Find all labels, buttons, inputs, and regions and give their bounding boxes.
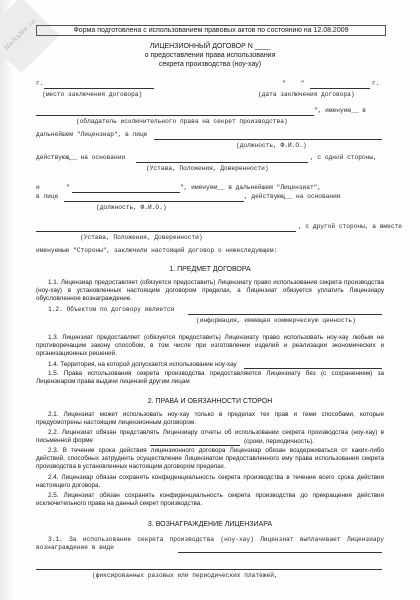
clause-2-5: 2.5. Лицензиат обязан сохранять конфиденциальность секрета производства до прекращения действия исключительного права на данный секрет производства. — [36, 492, 384, 508]
position-hint-2: (должность, Ф.И.О.) — [96, 204, 167, 211]
licensee-named: ", именуем__ в дальнейшем "Лицензиат", — [180, 184, 322, 191]
clause-1-2-hint: (информация, имеющая коммерческую ценность) — [196, 317, 356, 324]
territory-blank — [244, 368, 382, 369]
clause-1-5: 1.5. Права использования секрета производства предоставляются Лицензиату без (с сохранением) за Лицензиаром права выдачи лицензий другим лицам — [36, 370, 384, 386]
basis-hint-2: (Устава, Положения, Доверенности) — [80, 234, 203, 241]
clause-1-3: 1.3. Лицензиат предоставляет (обязуется предоставить) Лицензиату право использовать ноу-хау любым не противоречащим закону способом, в том числе при изготовлении изделий и реализации экономических и организационных решений. — [36, 334, 384, 358]
clause-2-2-hint: (сроки, периодичность). — [244, 438, 314, 445]
clause-2-3: 2.3. В течение срока действия лицензионного договора Лицензиар обязан воздерживаться от каких-либо действий, способных затруднить осуществление Лицензиатом предоставленного ему права использования секрета производства в установленных настоящим договором пределах. — [36, 447, 384, 471]
in-person: в лице — [36, 193, 59, 200]
city-prefix: г. — [36, 80, 44, 87]
clause-1-1: 1.1. Лицензиар предоставляет (обязуется предоставить) Лицензиату право использования секрета производства (ноу-хау) в установленных настоящим договором пределах, а Лицензиат обязуется уплатить Лицензиару обусловленное вознаграждение. — [36, 279, 384, 303]
parties-line: именуемые "Стороны", заключили настоящий договор о нижеследующем: — [36, 247, 278, 254]
object-blank — [188, 314, 382, 315]
other-side: , с другой стороны, а вместе — [298, 223, 402, 230]
position-hint: (должность, Ф.И.О.) — [236, 142, 307, 149]
clause-2-2: 2.2. Лицензиат обязан представлять Лицензиару отчеты об использовании секрета производства (ноу-хау) в письменной форме — [36, 429, 384, 445]
clause-3-1-hint: (фиксированных разовых или периодических платежей, — [92, 572, 278, 579]
date-blank — [310, 88, 370, 89]
clause-2-4: 2.4. Лицензиар обязан сохранять конфиденциальность секрета производства в течение всего срока действия настоящего договора. — [36, 474, 384, 490]
holder-hint: (обладатель исключительного права на секрет производства) — [76, 118, 288, 125]
one-side: , с одной стороны, — [310, 154, 377, 161]
licensor-rep-blank — [154, 139, 382, 140]
acting-line: действующ__ на основании — [36, 154, 126, 161]
clause-3-1: 3.1. За использование секрета производства (ноу-хау) Лицензиат выплачивает Лицензиару вознаграждение в виде — [36, 536, 384, 551]
date-hint: (дата заключения договора) — [258, 91, 355, 98]
page-edge-shadow — [0, 0, 14, 600]
basis-blank — [136, 162, 308, 163]
licensee-rep-blank — [64, 201, 244, 202]
acting-short: , действующ__ на основании — [244, 193, 341, 200]
holder-blank — [36, 115, 314, 116]
section-2-heading: 2. ПРАВА И ОБЯЗАННОСТИ СТОРОН — [147, 398, 273, 405]
date-suffix: г. — [372, 80, 380, 87]
basis-hint: (Устава, Положения, Доверенности) — [146, 165, 269, 172]
and-prefix: и — [36, 184, 40, 191]
basis-blank-2 — [36, 231, 296, 232]
reports-blank — [150, 445, 240, 446]
clause-1-4: 1.4. Территория, на которой допускается использование ноу-хау — [48, 361, 237, 368]
open-quote: " — [66, 184, 70, 191]
place-hint: (место заключения договора) — [42, 91, 143, 98]
reward-blank — [178, 552, 382, 553]
place-blank — [44, 88, 154, 89]
watermark-logo: NoNaMe.ru — [0, 0, 59, 73]
document-subtitle-2: секрета производства (ноу-хау) — [158, 61, 262, 68]
clause-1-2: 1.2. Объектом по договору является — [48, 306, 175, 313]
clause-2-1: 2.1. Лицензиат может использовать ноу-хау только в пределах тех прав и теми способами, которые предусмотрены настоящим лицензионным договором. — [36, 411, 384, 427]
document-title: ЛИЦЕНЗИОННЫЙ ДОГОВОР N ____ — [149, 43, 271, 50]
reward-blank-2 — [36, 569, 382, 570]
date-quotes: " " — [282, 80, 305, 87]
form-source-note: Форма подготовлена с использованием правовых актов по состоянию на 12.08.2009 — [36, 25, 386, 36]
named-suffix: ", именуем__ в — [314, 107, 366, 114]
section-3-heading: 3. ВОЗНАГРАЖДЕНИЕ ЛИЦЕНЗИАРА — [147, 521, 273, 528]
licensee-blank — [72, 192, 180, 193]
licensor-line: дальнейшем "Лицензиар", в лице — [36, 131, 148, 138]
document-subtitle-1: о предоставлении права использования — [144, 52, 276, 59]
section-1-heading: 1. ПРЕДМЕТ ДОГОВОРА — [169, 266, 251, 273]
